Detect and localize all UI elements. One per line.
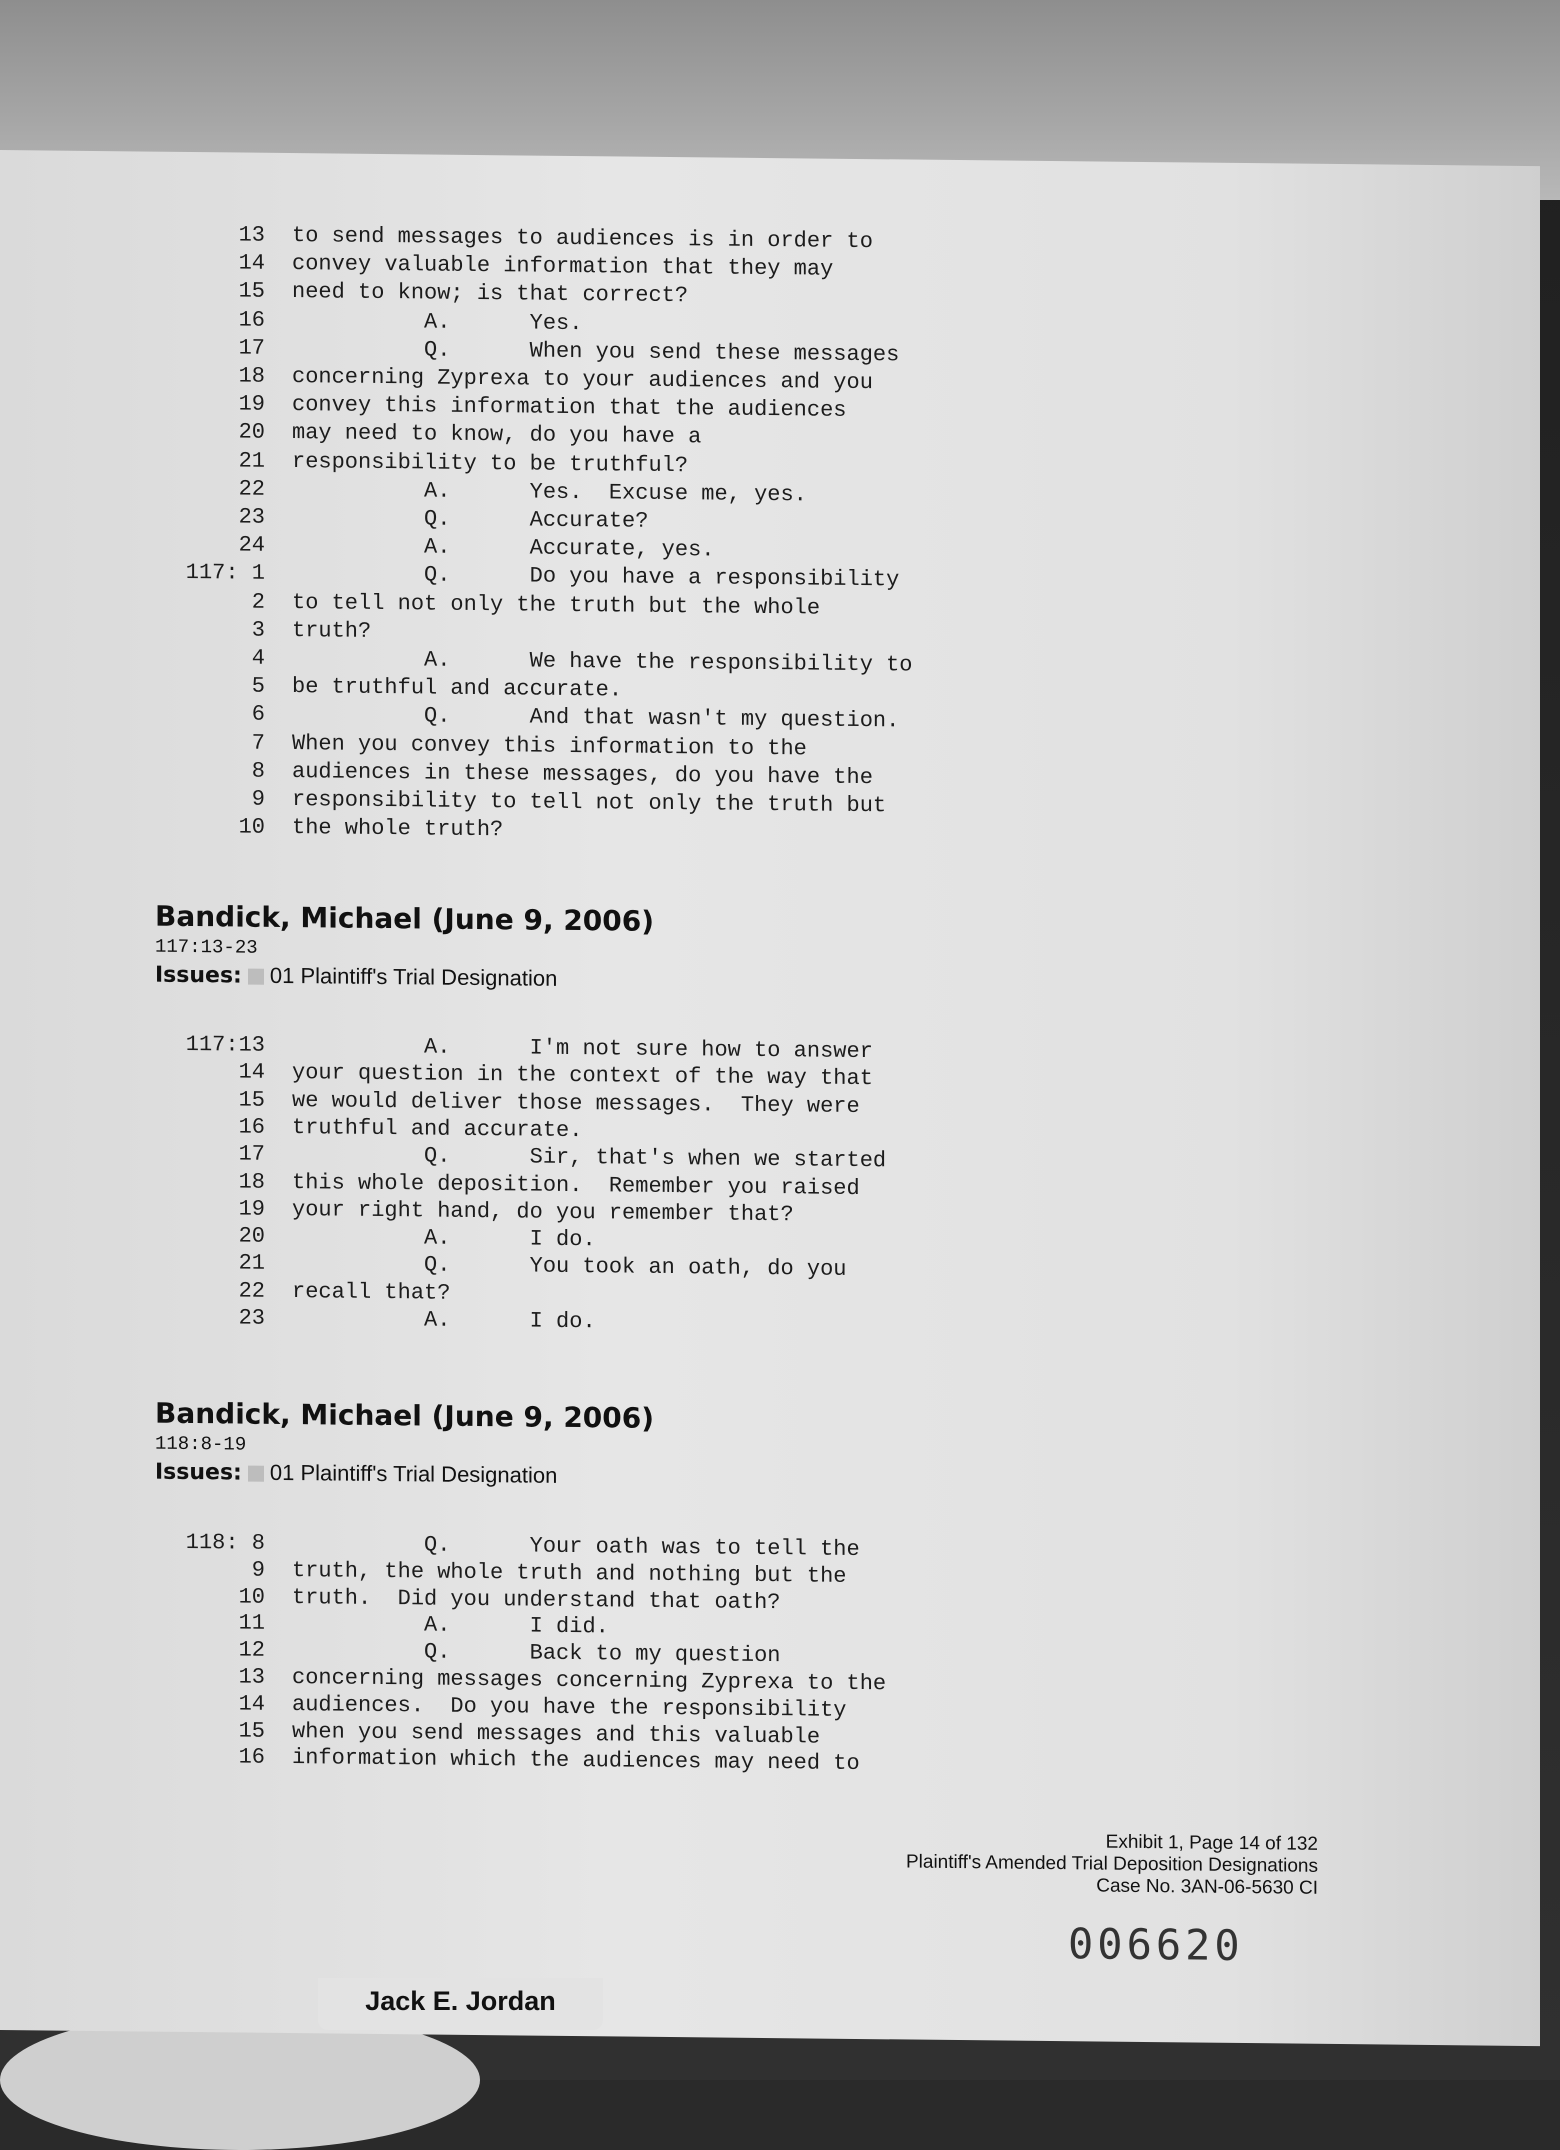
line-text: your question in the context of the way that xyxy=(292,1060,873,1092)
line-text: may need to know, do you have a xyxy=(292,420,702,450)
line-number: 10 xyxy=(238,814,265,840)
line-number: 14 xyxy=(238,1059,265,1086)
line-number: 23 xyxy=(238,1305,265,1331)
line-text: truthful and accurate. xyxy=(292,1114,583,1143)
line-text: truth, the whole truth and nothing but the xyxy=(292,1557,847,1589)
line-text: need to know; is that correct? xyxy=(292,279,689,309)
line-text: A. Yes. xyxy=(292,307,583,336)
line-text: truth. Did you understand that oath? xyxy=(292,1584,781,1615)
line-number: 18 xyxy=(238,363,265,389)
line-text: Q. When you send these messages xyxy=(292,335,900,368)
line-number: 19 xyxy=(238,391,265,417)
line-number: 117:13 xyxy=(185,1031,265,1058)
line-text: information which the audiences may need to xyxy=(292,1745,860,1777)
line-text: A. I do. xyxy=(292,1224,596,1253)
line-text: convey valuable information that they may xyxy=(292,251,834,282)
line-text: Q. Your oath was to tell the xyxy=(292,1531,860,1563)
line-text: audiences in these messages, do you have the xyxy=(292,758,873,790)
line-number: 7 xyxy=(251,730,265,756)
line-number: 9 xyxy=(251,1557,265,1583)
line-number: 9 xyxy=(251,786,265,812)
line-number: 13 xyxy=(238,1664,265,1690)
line-text: When you convey this information to the xyxy=(292,730,807,762)
footer-case-number: Case No. 3AN-06-5630 CI xyxy=(1096,1875,1318,1899)
line-number: 17 xyxy=(238,1141,265,1167)
line-text: be truthful and accurate. xyxy=(292,674,623,703)
line-number: 23 xyxy=(238,504,265,530)
line-text: to tell not only the truth but the whole xyxy=(292,589,821,621)
line-number: 11 xyxy=(238,1610,265,1637)
line-text: A. I do. xyxy=(292,1306,596,1335)
issues-label: Issues: xyxy=(155,962,242,989)
line-number: 16 xyxy=(238,1114,265,1140)
line-text: Q. Accurate? xyxy=(292,505,649,534)
line-text: the whole truth? xyxy=(292,815,504,843)
line-text: A. Yes. Excuse me, yes. xyxy=(292,476,807,508)
line-text: responsibility to tell not only the truth but xyxy=(292,787,887,819)
line-text: Q. And that wasn't my question. xyxy=(292,702,900,734)
line-text: Q. You took an oath, do you xyxy=(292,1251,847,1283)
line-number: 19 xyxy=(238,1196,265,1222)
line-number: 12 xyxy=(238,1637,265,1663)
line-number: 15 xyxy=(238,1718,265,1744)
line-number: 15 xyxy=(238,278,265,305)
line-number: 2 xyxy=(251,589,265,615)
line-text: to send messages to audiences is in order to xyxy=(292,223,873,255)
line-number: 5 xyxy=(251,673,265,699)
line-number: 20 xyxy=(238,419,265,446)
line-number: 22 xyxy=(238,476,265,502)
section-3-heading: Bandick, Michael (June 9, 2006) xyxy=(155,1396,655,1435)
line-number: 16 xyxy=(238,1744,265,1771)
line-number: 21 xyxy=(238,1250,265,1277)
line-number: 10 xyxy=(238,1584,265,1610)
line-number: 21 xyxy=(238,448,265,474)
line-text: A. I did. xyxy=(292,1611,609,1640)
section-3-range: 118:8-19 xyxy=(155,1432,247,1456)
footer-exhibit-page: Exhibit 1, Page 14 of 132 xyxy=(1105,1831,1318,1855)
issue-color-swatch xyxy=(248,1466,264,1482)
line-text: concerning messages concerning Zyprexa to the xyxy=(292,1665,887,1697)
line-text: recall that? xyxy=(292,1278,451,1306)
footer-designation-title: Plaintiff's Amended Trial Deposition Designations xyxy=(905,1851,1318,1877)
line-text: Q. Do you have a responsibility xyxy=(292,561,900,593)
issues-value: 01 Plaintiff's Trial Designation xyxy=(269,1459,558,1488)
line-number: 6 xyxy=(251,702,265,728)
line-text: audiences. Do you have the responsibility xyxy=(292,1691,847,1723)
line-number: 18 xyxy=(238,1168,265,1195)
line-text: when you send messages and this valuable xyxy=(292,1718,821,1750)
line-text: convey this information that the audiences xyxy=(292,392,847,424)
section-2-heading: Bandick, Michael (June 9, 2006) xyxy=(155,899,655,938)
line-number: 4 xyxy=(251,645,265,671)
exhibit-footer xyxy=(906,1829,1318,1899)
section-3-issues xyxy=(155,1459,557,1489)
line-number: 22 xyxy=(238,1278,265,1304)
line-number: 15 xyxy=(238,1087,265,1113)
line-text: your right hand, do you remember that? xyxy=(292,1196,794,1228)
line-text: Q. Sir, that's when we started xyxy=(292,1142,887,1174)
line-number: 3 xyxy=(251,617,265,643)
line-text: A. I'm not sure how to answer xyxy=(292,1033,873,1065)
line-text: Q. Back to my question xyxy=(292,1638,781,1669)
line-text: truth? xyxy=(292,617,372,644)
line-number: 24 xyxy=(238,532,265,558)
line-number: 13 xyxy=(238,222,265,248)
line-text: responsibility to be truthful? xyxy=(292,448,689,478)
bates-stamp: 006620 xyxy=(1068,1919,1244,1971)
line-number: 17 xyxy=(238,335,265,361)
section-2-issues xyxy=(155,962,557,992)
issues-label: Issues: xyxy=(155,1459,242,1486)
line-number: 117: 1 xyxy=(185,560,265,587)
line-text: concerning Zyprexa to your audiences and you xyxy=(292,364,873,396)
name-tab: Jack E. Jordan xyxy=(318,1978,603,2030)
line-number: 118: 8 xyxy=(185,1529,265,1556)
issue-color-swatch xyxy=(248,969,264,985)
line-text: this whole deposition. Remember you raised xyxy=(292,1169,860,1201)
line-number: 14 xyxy=(238,1691,265,1717)
section-2-range: 117:13-23 xyxy=(155,935,258,959)
document-page xyxy=(0,150,1540,2046)
line-number: 16 xyxy=(238,307,265,333)
issues-value: 01 Plaintiff's Trial Designation xyxy=(269,962,558,991)
line-text: we would deliver those messages. They were xyxy=(292,1087,860,1119)
line-number: 20 xyxy=(238,1223,265,1249)
line-number: 8 xyxy=(251,758,265,784)
line-number: 14 xyxy=(238,250,265,276)
line-text: A. Accurate, yes. xyxy=(292,533,715,563)
line-text: A. We have the responsibility to xyxy=(292,646,913,678)
